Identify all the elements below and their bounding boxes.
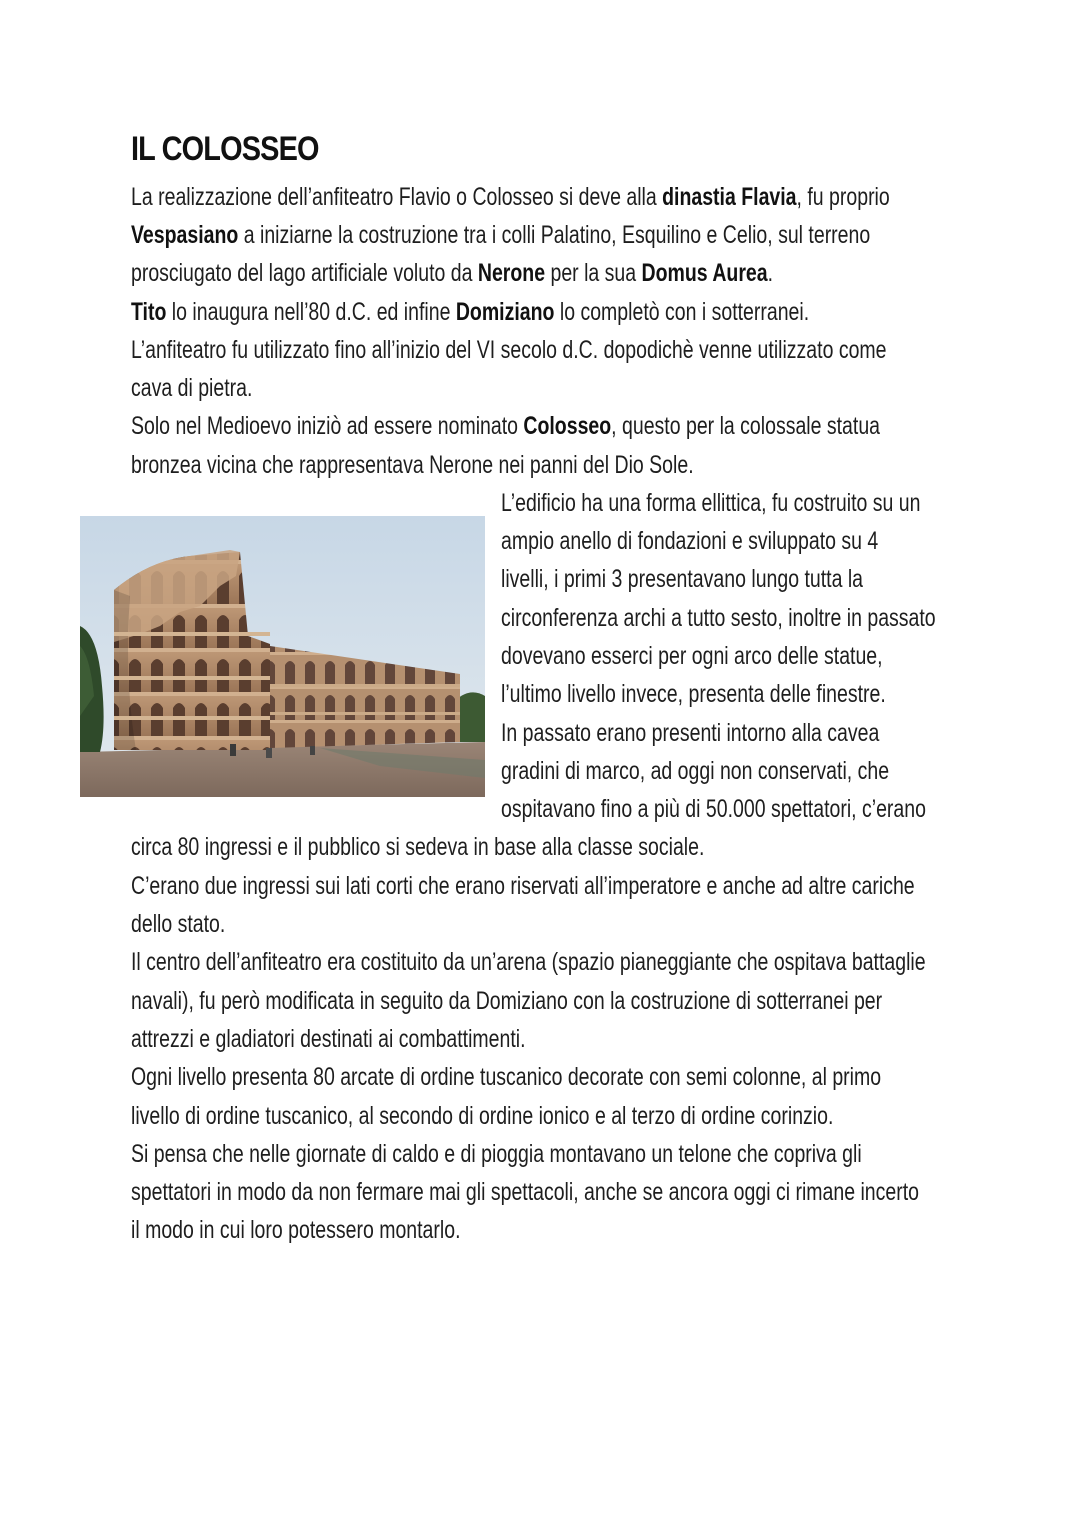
- text-line: il modo in cui loro potessero montarlo.: [131, 1216, 461, 1244]
- text-line: circonferenza archi a tutto sesto, inoltre in passato: [501, 604, 936, 632]
- text-line: attrezzi e gladiatori destinati ai combattimenti.: [131, 1025, 526, 1053]
- text-line: livello di ordine tuscanico, al secondo di ordine ionico e al terzo di ordine corinzio.: [131, 1102, 834, 1130]
- text-line: Il centro dell’anfiteatro era costituito da un’arena (spazio pianeggiante che ospitava battaglie: [131, 948, 926, 976]
- bold-term: Domiziano: [455, 298, 555, 326]
- text-line: Solo nel Medioevo iniziò ad essere nominato Colosseo, questo per la colossale statua: [131, 412, 881, 440]
- text-line: La realizzazione dell’anfiteatro Flavio o Colosseo si deve alla dinastia Flavia, fu proprio: [131, 183, 890, 211]
- bold-term: Tito: [131, 298, 167, 326]
- text-line: Ogni livello presenta 80 arcate di ordine tuscanico decorate con semi colonne, al primo: [131, 1063, 882, 1091]
- text-line: prosciugato del lago artificiale voluto da Nerone per la sua Domus Aurea.: [131, 259, 774, 287]
- text-line: bronzea vicina che rappresentava Nerone nei panni del Dio Sole.: [131, 451, 694, 479]
- text-line: L’edificio ha una forma ellittica, fu costruito su un: [501, 489, 921, 517]
- text-line: spettatori in modo da non fermare mai gli spettacoli, anche se ancora oggi ci rimane incerto: [131, 1178, 920, 1206]
- text-line: ospitavano fino a più di 50.000 spettatori, c’erano: [501, 795, 926, 823]
- text-line: C’erano due ingressi sui lati corti che erano riservati all’imperatore e anche ad altre cariche: [131, 872, 915, 900]
- text-line: dello stato.: [131, 910, 226, 938]
- text-line: l’ultimo livello invece, presenta delle finestre.: [501, 680, 886, 708]
- text-line: In passato erano presenti intorno alla cavea: [501, 719, 880, 747]
- text-line: dovevano esserci per ogni arco delle statue,: [501, 642, 883, 670]
- text-line: Vespasiano a iniziarne la costruzione tra i colli Palatino, Esquilino e Celio, sul terreno: [131, 221, 871, 249]
- text-line: ampio anello di fondazioni e sviluppato su 4: [501, 527, 879, 555]
- bold-term: Nerone: [477, 259, 546, 287]
- text-line: circa 80 ingressi e il pubblico si sedeva in base alla classe sociale.: [131, 833, 705, 861]
- text-line: cava di pietra.: [131, 374, 253, 402]
- bold-term: Domus Aurea: [641, 259, 768, 287]
- bold-term: Vespasiano: [131, 221, 239, 249]
- text-line: gradini di marco, ad oggi non conservati, che: [501, 757, 890, 785]
- text-line: Tito lo inaugura nell’80 d.C. ed infine Domiziano lo completò con i sotterranei.: [131, 298, 810, 326]
- text-line: Si pensa che nelle giornate di caldo e di pioggia montavano un telone che copriva gli: [131, 1140, 862, 1168]
- page-title: IL COLOSSEO: [131, 130, 319, 168]
- text-line: navali), fu però modificata in seguito da Domiziano con la costruzione di sotterranei per: [131, 987, 883, 1015]
- text-line: livelli, i primi 3 presentavano lungo tutta la: [501, 565, 864, 593]
- colosseum-photo: [80, 516, 485, 797]
- text-line: L’anfiteatro fu utilizzato fino all’inizio del VI secolo d.C. dopodichè venne utilizzato come: [131, 336, 887, 364]
- bold-term: Colosseo: [523, 412, 612, 440]
- bold-term: dinastia Flavia: [662, 183, 797, 211]
